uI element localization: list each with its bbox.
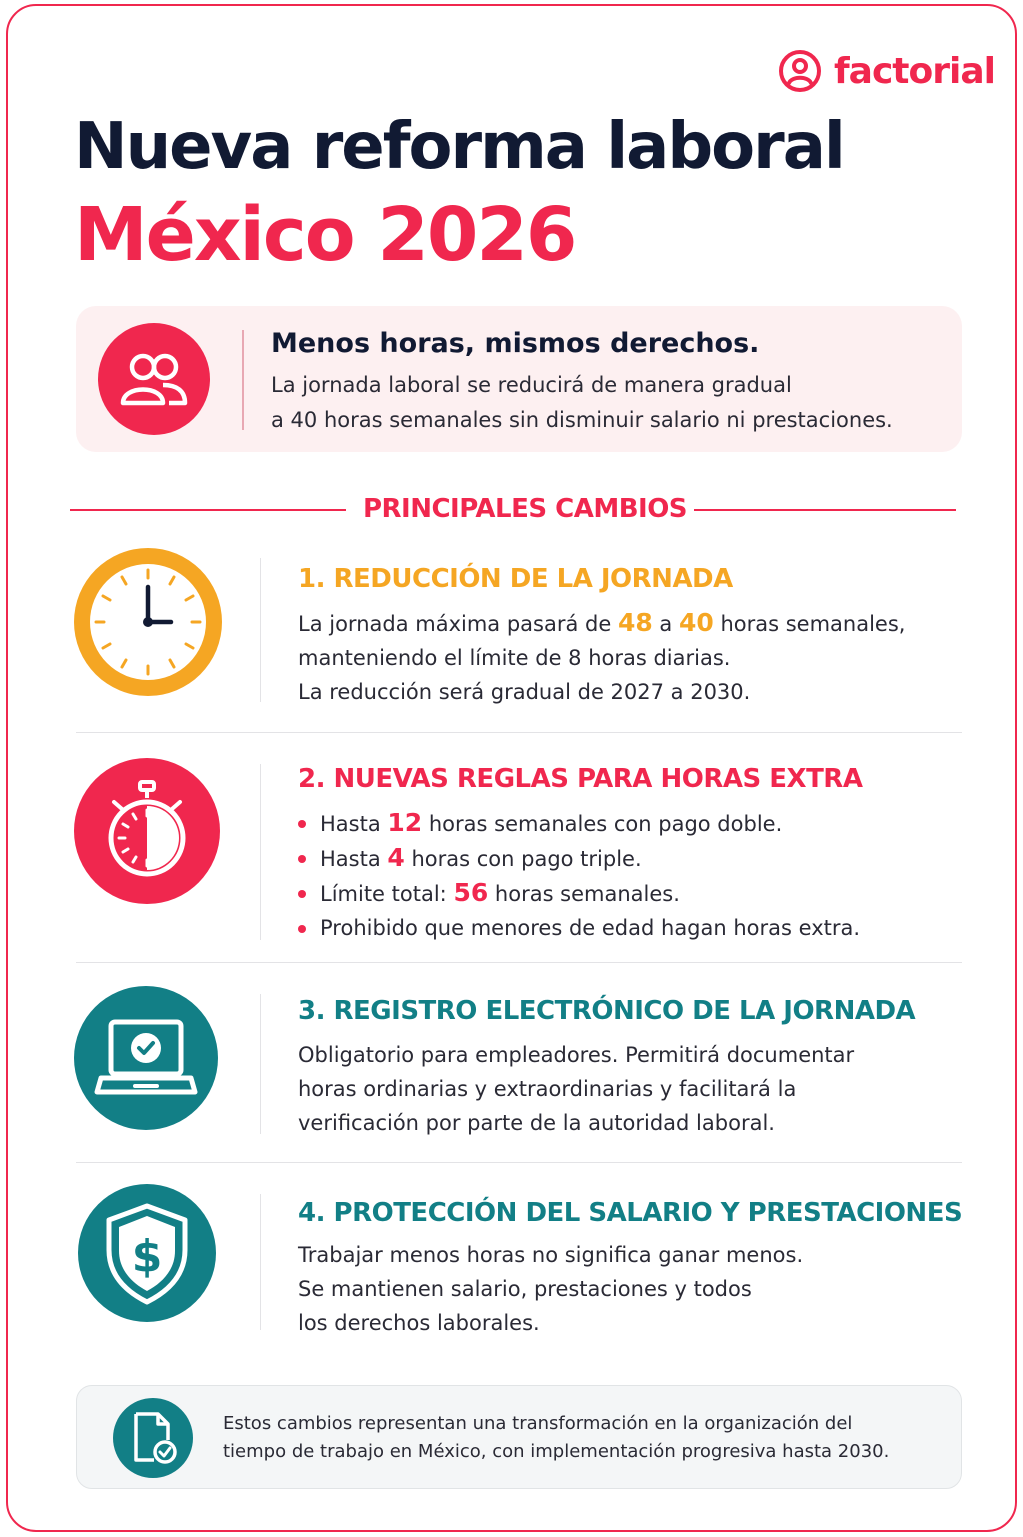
- intro-panel: [76, 306, 962, 452]
- highlight-number: 40: [678, 608, 714, 637]
- change-line: Trabajar menos horas no significa ganar menos.: [298, 1243, 804, 1267]
- bullet-dot: [298, 925, 306, 933]
- text-fragment: horas semanales con pago doble.: [422, 812, 783, 836]
- shield-icon-circle: [78, 1184, 216, 1322]
- highlight-number: 48: [617, 608, 653, 637]
- laptop-check-icon: [91, 1008, 201, 1108]
- users-icon: [117, 349, 191, 409]
- text-fragment: horas con pago triple.: [404, 847, 642, 871]
- laptop-icon-circle: [74, 986, 218, 1130]
- text-fragment: Hasta: [320, 812, 388, 836]
- change-title: 2. NUEVAS REGLAS PARA HORAS EXTRA: [298, 764, 863, 794]
- text-fragment: Prohibido que menores de edad hagan horas extra.: [320, 916, 861, 940]
- document-check-icon: [128, 1410, 178, 1466]
- intro-divider: [242, 330, 244, 430]
- intro-line: La jornada laboral se reducirá de manera gradual: [271, 373, 792, 397]
- change-bullet-list: [298, 806, 860, 945]
- change-line: los derechos laborales.: [298, 1311, 540, 1335]
- brand-logo: [778, 46, 995, 96]
- intro-text: [271, 368, 893, 438]
- text-fragment: horas semanales.: [488, 882, 680, 906]
- intro-line: a 40 horas semanales sin disminuir salario ni prestaciones.: [271, 408, 893, 432]
- bullet-dot: [298, 820, 306, 828]
- bullet-dot: [298, 855, 306, 863]
- footer-icon-circle: [113, 1398, 193, 1478]
- row-divider: [260, 558, 261, 702]
- change-text: [298, 1238, 803, 1340]
- brand-name: factorial: [834, 50, 995, 92]
- text-fragment: La jornada máxima pasará de: [298, 612, 618, 636]
- stopwatch-icon: [92, 776, 202, 886]
- text-fragment: Hasta: [320, 847, 388, 871]
- change-line: [298, 606, 905, 641]
- text-fragment: Límite total:: [320, 882, 454, 906]
- svg-text:$: $: [131, 1231, 163, 1282]
- list-item: [298, 841, 860, 876]
- row-separator: [76, 1162, 962, 1163]
- row-divider: [260, 1194, 261, 1330]
- change-line: horas ordinarias y extraordinarias y facilitará la: [298, 1077, 797, 1101]
- row-separator: [76, 962, 962, 963]
- highlight-number: 4: [387, 843, 405, 872]
- stopwatch-icon-circle: [74, 758, 220, 904]
- change-title: 3. REGISTRO ELECTRÓNICO DE LA JORNADA: [298, 996, 916, 1026]
- user-circle-icon: [778, 49, 822, 93]
- intro-icon-circle: [98, 323, 210, 435]
- row-divider: [260, 994, 261, 1134]
- bullet-dot: [298, 890, 306, 898]
- change-line: La reducción será gradual de 2027 a 2030.: [298, 680, 751, 704]
- change-line: Se mantienen salario, prestaciones y todos: [298, 1277, 752, 1301]
- change-line: verificación por parte de la autoridad laboral.: [298, 1111, 775, 1135]
- list-item: [298, 911, 860, 945]
- section-title: PRINCIPALES CAMBIOS: [362, 494, 688, 524]
- list-item: [298, 806, 860, 841]
- page-subtitle: México 2026: [74, 192, 576, 278]
- infographic-card: [6, 4, 1017, 1532]
- clock-icon-circle: [74, 548, 222, 696]
- page-title: Nueva reforma laboral: [74, 110, 844, 184]
- change-text: [298, 1038, 854, 1140]
- highlight-number: 12: [387, 808, 423, 837]
- section-divider-right: [694, 509, 956, 511]
- footer-panel: [76, 1385, 962, 1489]
- text-fragment: a: [652, 612, 679, 636]
- section-divider-left: [70, 509, 346, 511]
- highlight-number: 56: [453, 878, 489, 907]
- list-item: [298, 876, 860, 911]
- footer-line: Estos cambios representan una transformación en la organización del: [223, 1413, 853, 1434]
- row-divider: [260, 764, 261, 940]
- shield-dollar-icon: [97, 1198, 197, 1308]
- text-fragment: horas semanales,: [713, 612, 906, 636]
- change-text: [298, 606, 905, 709]
- change-title: 4. PROTECCIÓN DEL SALARIO Y PRESTACIONES: [298, 1198, 963, 1228]
- footer-text: [223, 1410, 889, 1466]
- change-line: Obligatorio para empleadores. Permitirá documentar: [298, 1043, 855, 1067]
- change-line: manteniendo el límite de 8 horas diarias.: [298, 646, 731, 670]
- intro-heading: Menos horas, mismos derechos.: [271, 328, 760, 359]
- row-separator: [76, 732, 962, 733]
- footer-line: tiempo de trabajo en México, con implementación progresiva hasta 2030.: [223, 1441, 890, 1462]
- change-title: 1. REDUCCIÓN DE LA JORNADA: [298, 564, 733, 594]
- clock-icon: [83, 557, 213, 687]
